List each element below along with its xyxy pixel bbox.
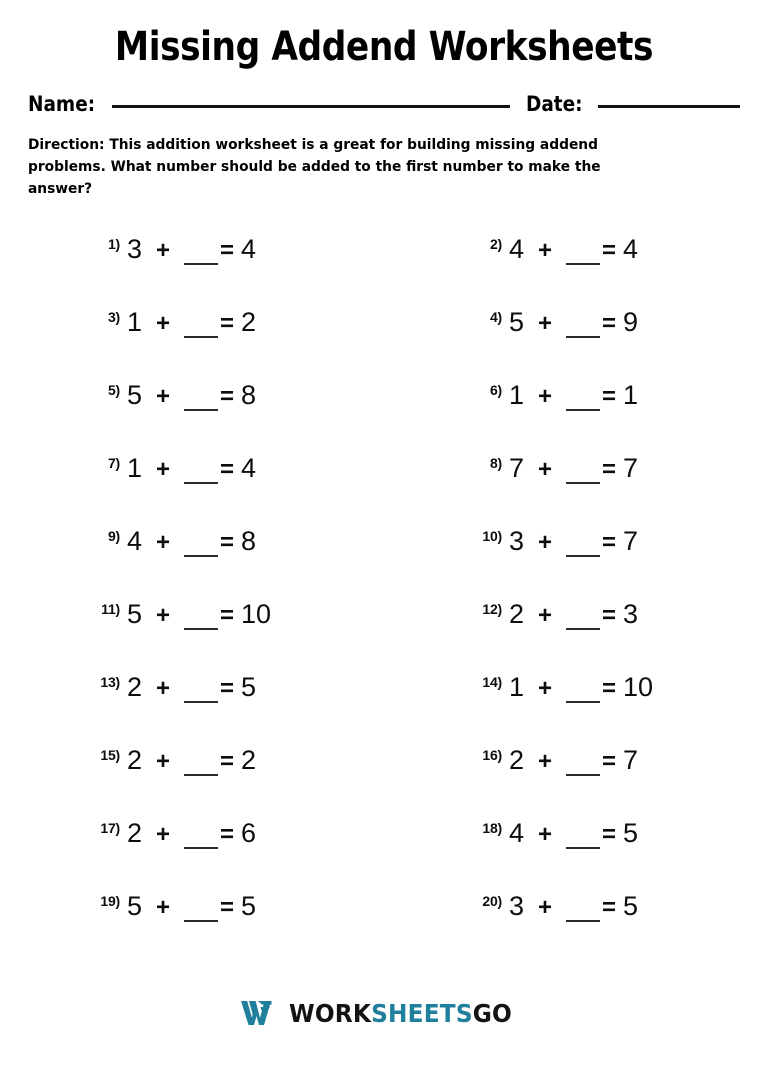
problem-first-addend: 4: [509, 234, 525, 265]
direction-text: Direction: This addition worksheet is a great for building missing addend problems. What number should be added to the first number to make the answer?: [28, 137, 601, 198]
problem-first-addend: 2: [127, 818, 143, 849]
plus-sign: +: [538, 456, 553, 484]
equals-sign: =: [220, 237, 235, 265]
plus-sign: +: [538, 237, 553, 265]
plus-sign: +: [156, 602, 171, 630]
problem-sum: 8: [241, 526, 257, 557]
problem-index: 10): [482, 528, 502, 545]
answer-blank[interactable]: [184, 482, 218, 484]
answer-blank[interactable]: [184, 628, 218, 630]
equals-sign: =: [602, 383, 617, 411]
equals-sign: =: [602, 748, 617, 776]
equals-sign: =: [602, 675, 617, 703]
problem-item[interactable]: [428, 664, 740, 701]
problem-sum: 10: [241, 599, 272, 630]
problem-index: 3): [107, 309, 120, 326]
answer-blank[interactable]: [566, 774, 600, 776]
equals-sign: =: [602, 310, 617, 338]
plus-sign: +: [156, 383, 171, 411]
date-label: Date:: [525, 92, 583, 116]
plus-sign: +: [538, 821, 553, 849]
problem-index: 8): [489, 455, 502, 472]
answer-blank[interactable]: [566, 336, 600, 338]
problem-item[interactable]: [428, 372, 740, 409]
problem-index: 11): [101, 601, 120, 618]
plus-sign: +: [156, 310, 171, 338]
plus-sign: +: [156, 894, 171, 922]
problem-item[interactable]: [28, 810, 428, 847]
problem-index: 17): [100, 820, 120, 837]
equals-sign: =: [602, 602, 617, 630]
problem-sum: 5: [241, 891, 257, 922]
problem-first-addend: 1: [509, 672, 525, 703]
plus-sign: +: [538, 310, 553, 338]
problem-index: 12): [482, 601, 502, 618]
plus-sign: +: [538, 529, 553, 557]
problems-grid: [28, 226, 740, 956]
equals-sign: =: [602, 529, 617, 557]
problem-item[interactable]: [428, 445, 740, 482]
problem-item[interactable]: [428, 737, 740, 774]
problem-sum: 1: [623, 380, 639, 411]
name-label: Name:: [28, 92, 96, 116]
equals-sign: =: [220, 602, 235, 630]
problem-first-addend: 2: [127, 672, 143, 703]
plus-sign: +: [156, 821, 171, 849]
answer-blank[interactable]: [566, 263, 600, 265]
answer-blank[interactable]: [184, 701, 218, 703]
problem-index: 14): [482, 674, 502, 691]
problem-index: 19): [100, 893, 120, 910]
worksheetsgo-wordmark: [288, 998, 512, 1028]
answer-blank[interactable]: [566, 555, 600, 557]
equals-sign: =: [220, 383, 235, 411]
plus-sign: +: [156, 529, 171, 557]
problem-index: 6): [489, 382, 502, 399]
problem-item[interactable]: [28, 737, 428, 774]
problem-first-addend: 5: [127, 380, 143, 411]
problem-item[interactable]: [28, 664, 428, 701]
worksheetsgo-w-icon: [240, 1000, 278, 1026]
answer-blank[interactable]: [184, 336, 218, 338]
equals-sign: =: [220, 310, 235, 338]
plus-sign: +: [156, 675, 171, 703]
equals-sign: =: [220, 456, 235, 484]
date-blank-line[interactable]: [598, 105, 740, 108]
problem-sum: 5: [623, 891, 639, 922]
equals-sign: =: [220, 529, 235, 557]
plus-sign: +: [538, 894, 553, 922]
problem-first-addend: 2: [127, 745, 143, 776]
problem-item[interactable]: [428, 591, 740, 628]
logo-text-go: GO: [472, 998, 512, 1028]
problem-first-addend: 1: [127, 307, 143, 338]
footer-logo: [0, 1000, 768, 1026]
problem-index: 18): [482, 820, 502, 837]
problem-sum: 4: [241, 453, 257, 484]
problem-item[interactable]: [28, 372, 428, 409]
problem-index: 13): [100, 674, 120, 691]
problem-sum: 10: [623, 672, 654, 703]
problem-first-addend: 1: [127, 453, 143, 484]
logo-text-sheets: SHEETS: [370, 998, 473, 1028]
problem-item[interactable]: [428, 518, 740, 555]
problem-item[interactable]: [28, 518, 428, 555]
problem-index: 4): [489, 309, 502, 326]
answer-blank[interactable]: [184, 920, 218, 922]
equals-sign: =: [220, 675, 235, 703]
equals-sign: =: [602, 894, 617, 922]
problem-sum: 8: [241, 380, 257, 411]
equals-sign: =: [220, 748, 235, 776]
problem-sum: 9: [623, 307, 639, 338]
problem-first-addend: 3: [509, 526, 525, 557]
answer-blank[interactable]: [566, 701, 600, 703]
problem-sum: 2: [241, 307, 257, 338]
problem-index: 1): [107, 236, 120, 253]
equals-sign: =: [602, 456, 617, 484]
plus-sign: +: [538, 383, 553, 411]
problem-item[interactable]: [28, 591, 428, 628]
answer-blank[interactable]: [566, 628, 600, 630]
plus-sign: +: [538, 675, 553, 703]
answer-blank[interactable]: [184, 774, 218, 776]
problem-item[interactable]: [28, 883, 428, 920]
problem-first-addend: 5: [509, 307, 525, 338]
problem-item[interactable]: [428, 226, 740, 263]
problem-index: 16): [482, 747, 502, 764]
problem-item[interactable]: [28, 445, 428, 482]
answer-blank[interactable]: [184, 263, 218, 265]
plus-sign: +: [156, 456, 171, 484]
equals-sign: =: [220, 894, 235, 922]
problem-sum: 6: [241, 818, 257, 849]
problem-sum: 2: [241, 745, 257, 776]
problem-sum: 5: [241, 672, 257, 703]
problem-item[interactable]: [428, 810, 740, 847]
problem-sum: 7: [623, 745, 639, 776]
problem-sum: 7: [623, 526, 639, 557]
plus-sign: +: [538, 602, 553, 630]
equals-sign: =: [602, 237, 617, 265]
plus-sign: +: [538, 748, 553, 776]
problem-first-addend: 5: [127, 891, 143, 922]
problem-index: 7): [107, 455, 120, 472]
answer-blank[interactable]: [184, 409, 218, 411]
answer-blank[interactable]: [184, 555, 218, 557]
answer-blank[interactable]: [566, 847, 600, 849]
problem-sum: 5: [623, 818, 639, 849]
problem-sum: 3: [623, 599, 639, 630]
equals-sign: =: [602, 821, 617, 849]
problem-item[interactable]: [28, 299, 428, 336]
problem-sum: 4: [241, 234, 257, 265]
problem-first-addend: 2: [509, 599, 525, 630]
page-title: Missing Addend Worksheets: [114, 24, 654, 70]
problem-sum: 7: [623, 453, 639, 484]
problem-item[interactable]: [428, 299, 740, 336]
problem-item[interactable]: [28, 226, 428, 263]
problem-index: 5): [107, 382, 120, 399]
problem-first-addend: 3: [127, 234, 143, 265]
answer-blank[interactable]: [184, 847, 218, 849]
problem-index: 20): [482, 893, 502, 910]
problem-index: 9): [107, 528, 120, 545]
problem-first-addend: 1: [509, 380, 525, 411]
logo-text-work: WORK: [288, 998, 371, 1028]
problem-first-addend: 2: [509, 745, 525, 776]
problem-sum: 4: [623, 234, 639, 265]
answer-blank[interactable]: [566, 409, 600, 411]
name-date-row: [28, 92, 740, 116]
problem-first-addend: 4: [127, 526, 143, 557]
answer-blank[interactable]: [566, 920, 600, 922]
equals-sign: =: [220, 821, 235, 849]
name-blank-line[interactable]: [112, 105, 509, 108]
plus-sign: +: [156, 748, 171, 776]
problem-index: 15): [100, 747, 120, 764]
problem-first-addend: 4: [509, 818, 525, 849]
problem-item[interactable]: [428, 883, 740, 920]
problem-index: 2): [489, 236, 502, 253]
problem-first-addend: 3: [509, 891, 525, 922]
answer-blank[interactable]: [566, 482, 600, 484]
problem-first-addend: 7: [509, 453, 525, 484]
plus-sign: +: [156, 237, 171, 265]
problem-first-addend: 5: [127, 599, 143, 630]
